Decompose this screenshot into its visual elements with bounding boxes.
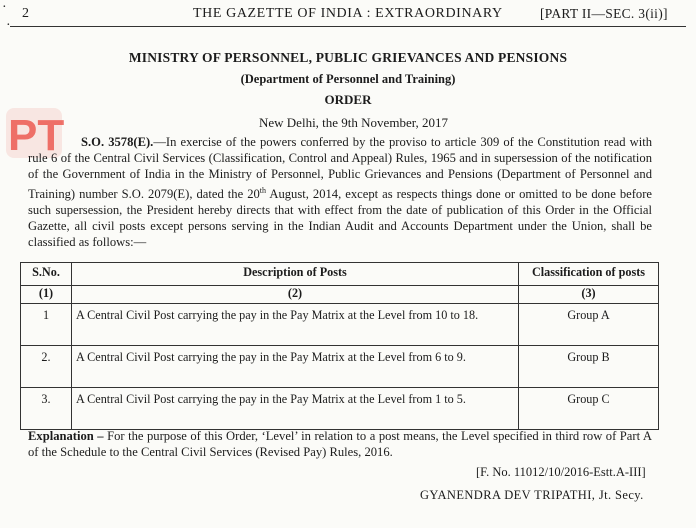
row-description: A Central Civil Post carrying the pay in the Pay Matrix at the Level from 6 to 9. bbox=[72, 346, 519, 388]
order-heading: ORDER bbox=[324, 92, 372, 107]
date-line: New Delhi, the 9th November, 2017 bbox=[259, 115, 449, 130]
row-description: A Central Civil Post carrying the pay in the Pay Matrix at the Level from 1 to 5. bbox=[72, 388, 519, 430]
order-text-part2: August, 2014, except as respects things done or omitted to be done before such supersession, the President hereby directs that with effect from the date of publication of this Order in the Official Gazette, all civil posts except persons serving in the Indian Audit and Accounts Department under the Union, shall be classified as follows:— bbox=[28, 186, 652, 249]
file-number: [F. No. 11012/10/2016-Estt.A-III] bbox=[476, 465, 646, 479]
explanation-text: For the purpose of this Order, ‘Level’ in relation to a post means, the Level specified in third row of Part A of the Schedule to the Central Civil Services (Revised Pay) Rules, 2016. bbox=[28, 429, 652, 459]
row-description: A Central Civil Post carrying the pay in the Pay Matrix at the Level from 10 to 18. bbox=[72, 304, 519, 346]
department-heading: (Department of Personnel and Training) bbox=[240, 72, 456, 86]
row-sno: 3. bbox=[21, 388, 72, 430]
gazette-title: THE GAZETTE OF INDIA : EXTRAORDINARY bbox=[193, 6, 503, 21]
pt-watermark-text: PT bbox=[8, 111, 65, 160]
order-paragraph bbox=[28, 135, 652, 251]
table-row bbox=[21, 304, 659, 346]
classification-table bbox=[20, 262, 659, 430]
col-number: (2) bbox=[72, 286, 519, 304]
col-number: (1) bbox=[21, 286, 72, 304]
table-row bbox=[21, 388, 659, 430]
header-rule bbox=[10, 26, 686, 27]
explanation-label: Explanation – bbox=[28, 429, 104, 443]
row-group: Group A bbox=[519, 304, 659, 346]
row-group: Group B bbox=[519, 346, 659, 388]
header-sno: S.No. bbox=[21, 263, 72, 286]
header-description: Description of Posts bbox=[72, 263, 519, 286]
order-text-part1: —In exercise of the powers conferred by the proviso to article 309 of the Constitution read with rule 6 of the Central Civil Services (Classification, Control and Appeal) Rules, 1965 and in supersession of the notification of the Government of India in the Ministry of Personnel, Public Grievances and Pensions (Department of Personnel and Training) number S.O. 2079(E), dated the 20 bbox=[28, 135, 652, 201]
row-sno: 1 bbox=[21, 304, 72, 346]
col-number: (3) bbox=[519, 286, 659, 304]
so-number: S.O. 3578(E). bbox=[81, 135, 154, 149]
signatory: GYANENDRA DEV TRIPATHI, Jt. Secy. bbox=[420, 488, 644, 502]
header-classification: Classification of posts bbox=[519, 263, 659, 286]
page-number: 2 bbox=[22, 6, 30, 21]
speck-mark: · bbox=[2, 0, 7, 15]
table-row bbox=[21, 346, 659, 388]
ministry-heading: MINISTRY OF PERSONNEL, PUBLIC GRIEVANCES AND PENSIONS bbox=[128, 50, 568, 65]
row-sno: 2. bbox=[21, 346, 72, 388]
row-group: Group C bbox=[519, 388, 659, 430]
ordinal-suffix: th bbox=[259, 185, 267, 195]
part-section: [PART II—SEC. 3(ii)] bbox=[540, 6, 668, 21]
explanation-paragraph bbox=[28, 429, 652, 460]
speck-mark: · bbox=[6, 18, 11, 33]
